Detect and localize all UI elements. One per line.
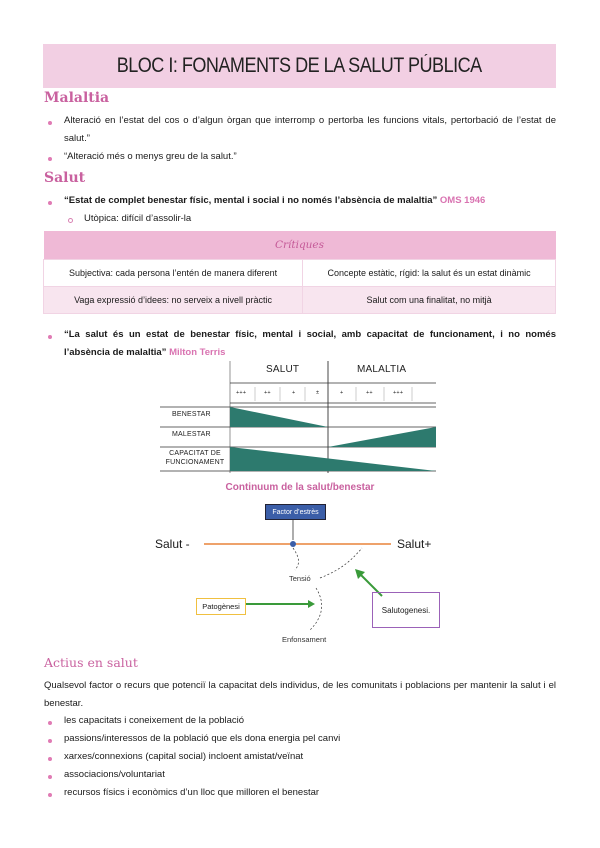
enfonsament-label: Enfonsament bbox=[282, 635, 327, 644]
oms-definition: “Estat de complet benestar físic, mental i social i no només l’absència de malaltia” bbox=[64, 195, 438, 206]
row-capacitat: CAPACITAT DE FUNCIONAMENT bbox=[165, 450, 225, 466]
tension-path bbox=[293, 548, 299, 570]
critique-cell: Vaga expressió d’idees: no serveix a nivell pràctic bbox=[44, 286, 303, 313]
salut-plus-label: Salut+ bbox=[397, 537, 432, 551]
actius-bullet: passions/interessos de la població que els dona energia pel canvi bbox=[64, 733, 341, 744]
salut-heading: Salut bbox=[44, 170, 86, 186]
circle-bullet bbox=[68, 218, 73, 223]
terris-source: Milton Terris bbox=[169, 347, 226, 358]
row-malestar: MALESTAR bbox=[172, 431, 211, 438]
tick-label: ± bbox=[316, 390, 320, 396]
salutogenesi-label: Salutogenesi. bbox=[381, 605, 431, 615]
tick-label: ++ bbox=[264, 390, 271, 396]
malaltia-heading: Malaltia bbox=[44, 90, 110, 106]
bullet-dot bbox=[48, 157, 52, 161]
tick-label: +++ bbox=[236, 390, 247, 396]
salutogenesi-box bbox=[372, 592, 440, 628]
actius-intro: Qualsevol factor o recurs que potenciï la capacitat dels individus, de les comunitats i poblacions per mantenir la salut i el benestar. bbox=[44, 680, 556, 709]
actius-heading: Actius en salut bbox=[44, 655, 138, 670]
continuum-caption: Continuum de la salut/benestar bbox=[225, 482, 375, 493]
oms-source: OMS 1946 bbox=[439, 195, 486, 206]
bullet-dot bbox=[48, 739, 52, 743]
bullet-dot bbox=[48, 201, 52, 205]
salut-bullet-2 bbox=[64, 326, 556, 362]
actius-bullet: xarxes/connexions (capital social) incloent amistat/veïnat bbox=[64, 751, 304, 762]
bullet-dot bbox=[48, 793, 52, 797]
capacitat-wedge bbox=[230, 447, 436, 471]
recovery-path bbox=[320, 548, 362, 578]
salut-bullet-1 bbox=[64, 192, 556, 210]
utopica-subbullet: Utòpica: difícil d’assolir-la bbox=[84, 213, 192, 224]
critique-cell: Concepte estàtic, rígid: la salut és un estat dinàmic bbox=[303, 259, 556, 286]
bullet-dot bbox=[48, 775, 52, 779]
tick-label: ++ bbox=[366, 390, 373, 396]
critiques-table bbox=[43, 231, 556, 314]
tensio-label: Tensió bbox=[289, 574, 311, 583]
malaltia-bullet-2: “Alteració més o menys greu de la salut.” bbox=[64, 151, 237, 162]
actius-bullet: les capacitats i coneixement de la població bbox=[64, 715, 245, 726]
sinking-path bbox=[310, 588, 322, 630]
patogenesi-box bbox=[196, 598, 246, 615]
factor-box bbox=[265, 504, 326, 520]
bullet-dot bbox=[48, 335, 52, 339]
critiques-header: Crítiques bbox=[44, 231, 556, 259]
col-malaltia: MALALTIA bbox=[357, 364, 407, 375]
position-dot bbox=[290, 541, 296, 547]
salut-minus-label: Salut - bbox=[155, 537, 190, 551]
critique-cell: Subjectiva: cada persona l’entén de manera diferent bbox=[44, 259, 303, 286]
tick-label: + bbox=[340, 390, 344, 396]
factor-label: Factor d’estrès bbox=[272, 508, 319, 516]
title-bar bbox=[43, 44, 556, 88]
page-title: BLOC I: FONAMENTS DE LA SALUT PÚBLICA bbox=[117, 54, 482, 77]
bullet-dot bbox=[48, 721, 52, 725]
bullet-dot bbox=[48, 757, 52, 761]
critique-cell: Salut com una finalitat, no mitjà bbox=[303, 286, 556, 313]
tick-label: +++ bbox=[393, 390, 404, 396]
actius-bullet: recursos físics i econòmics d’un lloc que milloren el benestar bbox=[64, 787, 320, 798]
tick-label: + bbox=[292, 390, 296, 396]
benestar-wedge bbox=[230, 407, 328, 427]
actius-bullet: associacions/voluntariat bbox=[64, 769, 165, 780]
malaltia-bullet-1: Alteració en l’estat del cos o d’algun òrgan que interromp o pertorba les funcions vitals, pertorbació de l’estat de salut.” bbox=[64, 115, 556, 144]
malestar-wedge bbox=[328, 427, 436, 447]
bullet-dot bbox=[48, 121, 52, 125]
col-salut: SALUT bbox=[266, 364, 300, 375]
patogenesi-label: Patogènesi bbox=[202, 602, 240, 611]
terris-definition: “La salut és un estat de benestar físic, mental i social, amb capacitat de funcionament, i no només l’absència de malaltia” bbox=[64, 329, 556, 358]
row-benestar: BENESTAR bbox=[172, 411, 211, 418]
